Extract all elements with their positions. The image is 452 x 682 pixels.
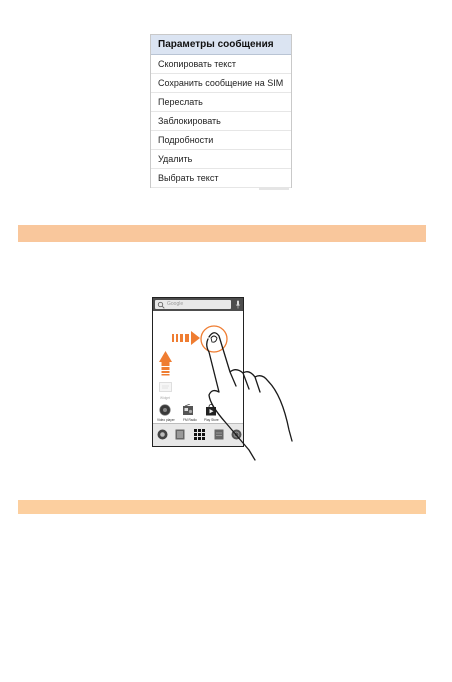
menu-title: Параметры сообщения [151,35,291,55]
menu-item-forward[interactable]: Переслать [151,93,291,112]
menu-item-save-to-sim[interactable]: Сохранить сообщение на SIM [151,74,291,93]
search-placeholder: Google [167,301,184,307]
menu-item-block[interactable]: Заблокировать [151,112,291,131]
arrow-up-icon [159,351,172,376]
widget-label: Widget [160,396,170,400]
menu-item-delete[interactable]: Удалить [151,150,291,169]
menu-item-copy-text[interactable]: Скопировать текст [151,55,291,74]
menu-item-details[interactable]: Подробности [151,131,291,150]
app-label: Play Store [204,418,219,422]
app-label: FM Radio [183,418,197,422]
menu-item-select-text[interactable]: Выбрать текст [151,169,291,188]
app-label: Video player [157,418,175,422]
fingernail-icon [211,336,217,342]
hand-pointer-icon [207,333,292,460]
arrow-right-icon [172,331,200,345]
